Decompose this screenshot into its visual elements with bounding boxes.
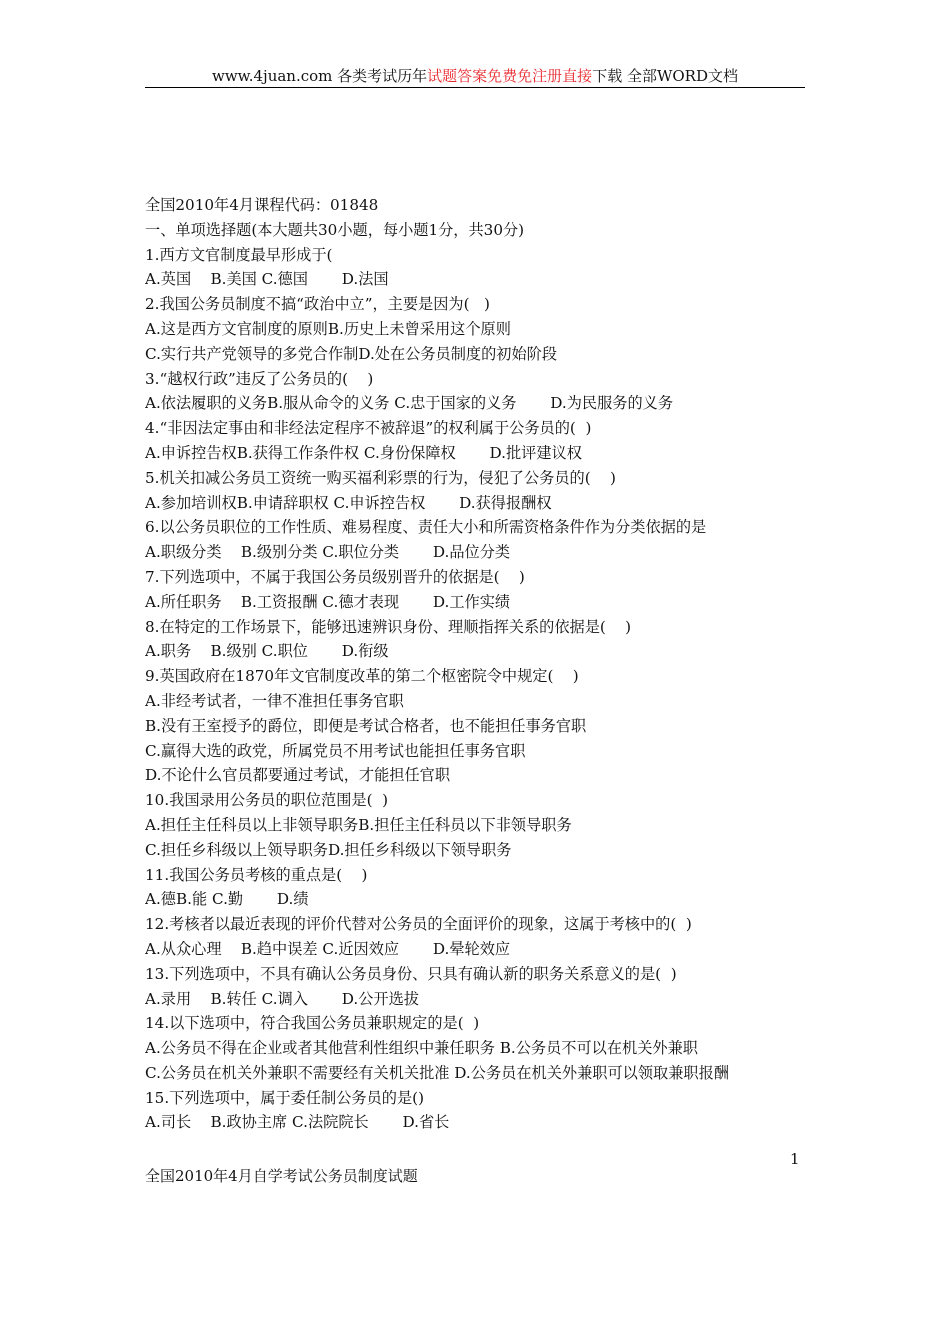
options-line: B.没有王室授予的爵位，即便是考试合格者，也不能担任事务官职 bbox=[145, 716, 587, 735]
options-line: C.赢得大选的政党，所属党员不用考试也能担任事务官职 bbox=[145, 741, 526, 760]
document-body bbox=[145, 193, 805, 1135]
question-line: 13.下列选项中，不具有确认公务员身份、只具有确认新的职务关系意义的是( ) bbox=[145, 964, 677, 983]
question-line: 11.我国公务员考核的重点是( ) bbox=[145, 865, 368, 884]
question-line: 12.考核者以最近表现的评价代替对公务员的全面评价的现象，这属于考核中的( ) bbox=[145, 915, 692, 934]
options-line: A.司长 B.政协主席 C.法院院长 D.省长 bbox=[145, 1113, 450, 1132]
options-line: D.不论什么官员都要通过考试，才能担任官职 bbox=[145, 766, 451, 785]
options-line: A.申诉控告权B.获得工作条件权 C.身份保障权 D.批评建议权 bbox=[145, 443, 582, 462]
options-line: A.录用 B.转任 C.调入 D.公开选拔 bbox=[145, 989, 419, 1008]
question-line: 3.“越权行政”违反了公务员的( ) bbox=[145, 369, 374, 388]
question-line: 5.机关扣减公务员工资统一购买福利彩票的行为，侵犯了公务员的( ) bbox=[145, 468, 616, 487]
question-line: 15.下列选项中，属于委任制公务员的是() bbox=[145, 1088, 425, 1107]
header-rule bbox=[145, 87, 805, 88]
page-footer: 全国2010年4月自学考试公务员制度试题 bbox=[145, 1167, 418, 1185]
page-number: 1 bbox=[790, 1150, 800, 1168]
options-line: A.德B.能 C.勤 D.绩 bbox=[145, 890, 309, 909]
options-line: A.依法履职的义务B.服从命令的义务 C.忠于国家的义务 D.为民服务的义务 bbox=[145, 394, 674, 413]
options-line: C.实行共产党领导的多党合作制D.处在公务员制度的初始阶段 bbox=[145, 344, 558, 363]
options-line: A.参加培训权B.申请辞职权 C.申诉控告权 D.获得报酬权 bbox=[145, 493, 552, 512]
question-line: 10.我国录用公务员的职位范围是( ) bbox=[145, 791, 389, 810]
options-line: A.职级分类 B.级别分类 C.职位分类 D.品位分类 bbox=[145, 543, 511, 562]
question-line: 1.西方文官制度最早形成于( bbox=[145, 245, 333, 264]
question-line: 8.在特定的工作场景下，能够迅速辨识身份、理顺指挥关系的依据是( ) bbox=[145, 617, 632, 636]
question-line: 6.以公务员职位的工作性质、难易程度、责任大小和所需资格条件作为分类依据的是 bbox=[145, 518, 707, 537]
header-highlight-text: 试题答案免费免注册直接 bbox=[427, 67, 593, 85]
options-line: A.英国 B.美国 C.德国 D.法国 bbox=[145, 270, 389, 289]
document-title: 全国2010年4月课程代码：01848 bbox=[145, 196, 379, 214]
question-line: 2.我国公务员制度不搞“政治中立”，主要是因为( ) bbox=[145, 295, 490, 314]
options-line: A.公务员不得在企业或者其他营利性组织中兼任职务 B.公务员不可以在机关外兼职 bbox=[145, 1039, 698, 1058]
question-line: 7.下列选项中，不属于我国公务员级别晋升的依据是( ) bbox=[145, 567, 525, 586]
page-header bbox=[145, 66, 805, 86]
header-site-text: www.4juan.com 各类考试历年 bbox=[212, 67, 428, 85]
question-line: 14.以下选项中，符合我国公务员兼职规定的是( ) bbox=[145, 1014, 480, 1033]
header-download-text: 下载 全部WORD文档 bbox=[592, 67, 738, 85]
options-line: A.职务 B.级别 C.职位 D.衔级 bbox=[145, 642, 389, 661]
options-line: A.担任主任科员以上非领导职务B.担任主任科员以下非领导职务 bbox=[145, 815, 572, 834]
question-line: 9.英国政府在1870年文官制度改革的第二个枢密院令中规定( ) bbox=[145, 667, 579, 686]
options-line: C.公务员在机关外兼职不需要经有关机关批准 D.公务员在机关外兼职可以领取兼职报酬 bbox=[145, 1063, 729, 1082]
options-line: C.担任乡科级以上领导职务D.担任乡科级以下领导职务 bbox=[145, 840, 512, 859]
options-line: A.所任职务 B.工资报酬 C.德才表现 D.工作实绩 bbox=[145, 592, 511, 611]
section-heading: 一、单项选择题(本大题共30小题，每小题1分，共30分) bbox=[145, 220, 525, 239]
options-line: A.非经考试者，一律不准担任事务官职 bbox=[145, 691, 404, 710]
question-line: 4.“非因法定事由和非经法定程序不被辞退”的权利属于公务员的( ) bbox=[145, 419, 592, 438]
options-line: A.这是西方文官制度的原则B.历史上未曾采用这个原则 bbox=[145, 319, 511, 338]
options-line: A.从众心理 B.趋中误差 C.近因效应 D.晕轮效应 bbox=[145, 939, 511, 958]
